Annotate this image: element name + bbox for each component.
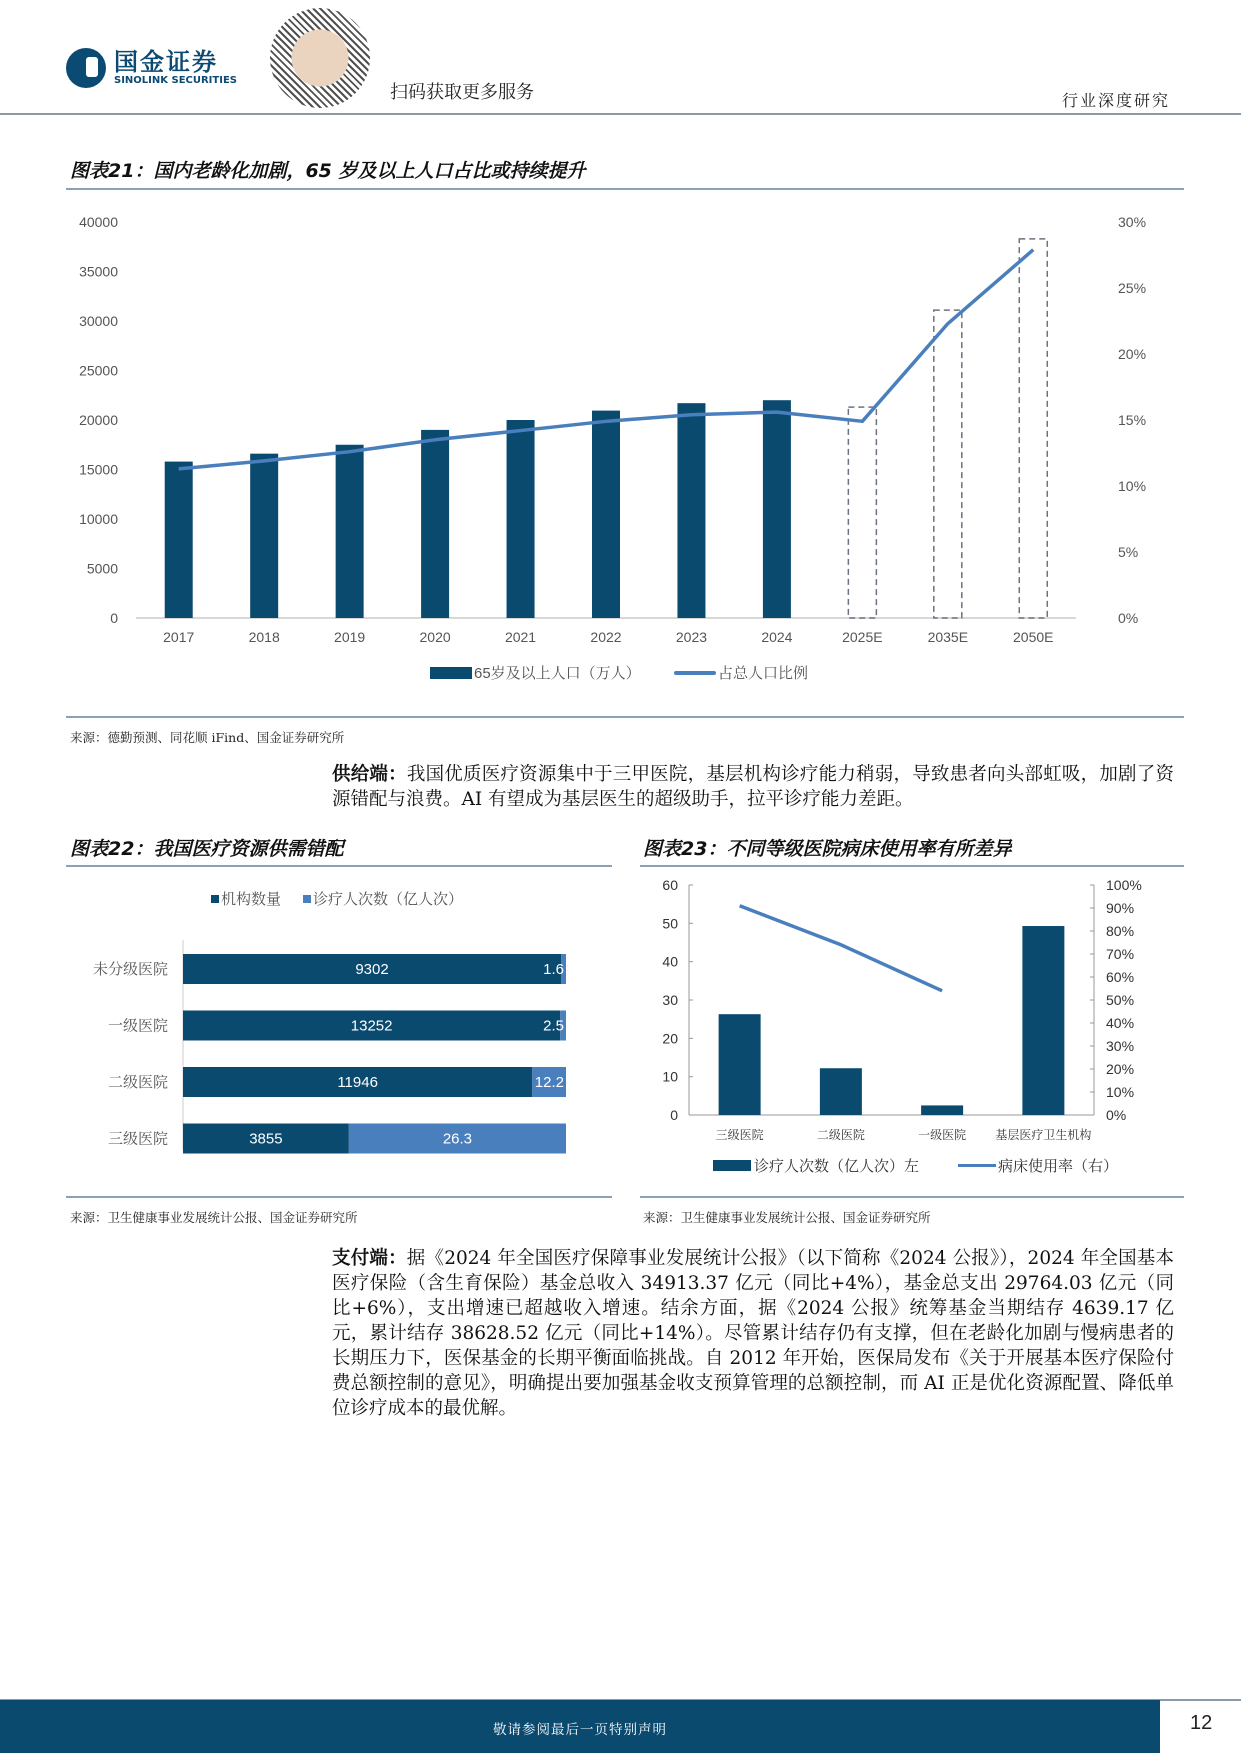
right-axis-tick: 30% (1118, 214, 1147, 230)
left-axis-tick: 40 (662, 953, 678, 970)
right-axis-tick: 100% (1106, 877, 1142, 893)
paragraph-supply-text: 我国优质医疗资源集中于三甲医院，基层机构诊疗能力稍弱，导致患者向头部虹吸，加剧了资源错配与浪费。AI 有望成为基层医生的超级助手，拉平诊疗能力差距。 (332, 764, 1174, 810)
count-value-label: 11946 (337, 1074, 378, 1091)
right-axis-tick: 25% (1118, 280, 1147, 296)
page-number: 12 (1190, 1712, 1213, 1734)
bar-2021 (507, 420, 535, 618)
figure21-bottom-rule (66, 716, 1184, 718)
report-type: 行业深度研究 (1062, 91, 1171, 110)
x-axis-tick: 2022 (590, 629, 622, 645)
visits-value-label: 2.5 (543, 1017, 564, 1035)
left-axis-tick: 10 (662, 1068, 678, 1085)
x-axis-tick: 二级医院 (816, 1128, 865, 1142)
qr-caption: 扫码获取更多服务 (390, 82, 534, 103)
right-axis-tick: 30% (1106, 1038, 1135, 1054)
right-axis-tick: 15% (1118, 412, 1147, 428)
left-axis-tick: 20 (662, 1030, 678, 1047)
x-axis-tick: 基层医疗卫生机构 (995, 1128, 1092, 1142)
logo-english-name: SINOLINK SECURITIES (114, 75, 237, 86)
x-axis-tick: 2025E (842, 629, 883, 645)
figure21-title: 图表21：国内老龄化加剧，65 岁及以上人口占比或持续提升 (70, 160, 586, 182)
x-axis-tick: 一级医院 (918, 1128, 967, 1142)
left-axis-tick: 30 (662, 992, 678, 1008)
count-value-label: 9302 (355, 961, 389, 978)
footer-disclaimer[interactable]: 敬请参阅最后一页特别声明 (493, 1722, 667, 1738)
bed-usage-line (740, 906, 943, 991)
x-axis-tick: 2021 (504, 629, 537, 645)
category-label: 二级医院 (107, 1074, 168, 1091)
paragraph-payment-text: 据《2024 年全国医疗保障事业发展统计公报》（以下简称《2024 公报》），2024 年全国基本医疗保险（含生育保险）基金总收入 34913.37 亿元（同比+4%），基金总支出 29764.03 亿元（同比+6%），支出增速已超越收入增速。结余方面，据《2024 公报》统筹基金当期结存 4639.17 亿元，累计结存 38628.52 亿元（同比+14%）。尽管累计结存仍有支撑，但在老龄化加剧与慢病患者的长期压力下，医保基金的长期平衡面临挑战。自 2012 年开始，医保局发布《关于开展基本医疗保险付费总额控制的意见》，明确提出要加强基金收支预算管理的总额控制，而 AI 正是优化资源配置、降低单位诊疗成本的最优解。 (332, 1248, 1174, 1419)
x-axis-tick: 2024 (761, 629, 793, 645)
left-axis-tick: 20000 (79, 412, 118, 428)
bar-2035E (934, 310, 962, 618)
bar-2 (921, 1105, 963, 1115)
figure22-bottom-rule (66, 1196, 612, 1198)
figure22-top-rule (66, 865, 612, 867)
left-axis-tick: 35000 (79, 263, 118, 280)
legend-bar-label: 65岁及以上人口（万人） (474, 665, 641, 682)
bar-2023 (677, 403, 705, 618)
left-axis-tick: 50 (662, 915, 678, 932)
figure22-source: 来源：卫生健康事业发展统计公报、国金证券研究所 (70, 1210, 358, 1225)
x-axis-tick: 2018 (248, 629, 280, 645)
legend-line-label: 占总人口比例 (718, 665, 809, 682)
legend-bar-swatch (430, 667, 472, 679)
x-axis-tick: 2019 (334, 629, 366, 645)
figure21-source: 来源：德勤预测、同花顺 iFind、国金证券研究所 (70, 730, 345, 745)
x-axis-tick: 2035E (927, 629, 969, 645)
figure23-bottom-rule (640, 1196, 1184, 1198)
bar-2018 (250, 454, 278, 618)
figure21-top-rule (66, 188, 1184, 190)
right-axis-tick: 20% (1106, 1061, 1135, 1077)
visits-value-label: 12.2 (534, 1074, 564, 1091)
bar-2022 (592, 411, 620, 618)
paragraph-supply-label: 供给端： (332, 764, 407, 785)
right-axis-tick: 0% (1106, 1107, 1127, 1123)
bar-3 (1022, 926, 1064, 1115)
legend-visits-label: 诊疗人次数（亿人次） (313, 891, 464, 908)
left-axis-tick: 30000 (79, 313, 118, 329)
left-axis-tick: 5000 (86, 560, 118, 577)
left-axis-tick: 0 (670, 1107, 678, 1123)
left-axis-tick: 40000 (79, 214, 118, 230)
bar-2025E (848, 407, 876, 618)
x-axis-tick: 2050E (1013, 629, 1054, 645)
legend-line-swatch (958, 1164, 996, 1167)
visits-value-label: 1.6 (543, 961, 564, 978)
legend-line-swatch (674, 671, 716, 675)
bar-1 (820, 1068, 862, 1115)
bar-2050E (1019, 239, 1047, 618)
figure21-chart (66, 200, 1184, 700)
figure23-top-rule (640, 865, 1184, 867)
bar-2020 (421, 430, 449, 618)
category-label: 三级医院 (107, 1130, 168, 1148)
legend-count-swatch (211, 895, 219, 903)
count-value-label: 13252 (350, 1017, 393, 1035)
logo-chinese-name: 国金证券 (114, 48, 218, 76)
category-label: 未分级医院 (92, 961, 168, 978)
bar-2019 (336, 445, 364, 618)
right-axis-tick: 0% (1118, 610, 1139, 626)
legend-line-label: 病床使用率（右） (998, 1158, 1119, 1175)
logo-mark-icon (66, 48, 106, 88)
right-axis-tick: 10% (1106, 1084, 1135, 1100)
x-axis-tick: 2017 (163, 629, 195, 645)
legend-count-label: 机构数量 (221, 891, 282, 908)
company-logo (66, 48, 237, 88)
figure23-source: 来源：卫生健康事业发展统计公报、国金证券研究所 (643, 1210, 931, 1225)
x-axis-tick: 2020 (419, 629, 451, 645)
left-axis-tick: 25000 (79, 362, 118, 379)
right-axis-tick: 60% (1106, 969, 1135, 985)
right-axis-tick: 80% (1106, 923, 1135, 939)
paragraph-payment-label: 支付端： (332, 1248, 407, 1269)
paragraph-payment (332, 1246, 1174, 1421)
qr-code-icon[interactable] (270, 8, 370, 108)
left-axis-tick: 0 (110, 610, 118, 626)
right-axis-tick: 10% (1118, 478, 1147, 494)
x-axis-tick: 三级医院 (715, 1128, 764, 1142)
x-axis-tick: 2023 (675, 629, 708, 645)
figure23-title: 图表23：不同等级医院病床使用率有所差异 (643, 838, 1012, 860)
right-axis-tick: 20% (1118, 346, 1147, 362)
figure22-title: 图表22：我国医疗资源供需错配 (70, 838, 344, 860)
visits-value-label: 26.3 (442, 1130, 473, 1148)
right-axis-tick: 90% (1106, 900, 1135, 916)
bar-2024 (763, 400, 791, 618)
right-axis-tick: 50% (1106, 992, 1135, 1008)
figure22-chart (66, 870, 612, 1190)
right-axis-tick: 70% (1106, 946, 1135, 962)
paragraph-supply (332, 762, 1174, 812)
right-axis-tick: 40% (1106, 1015, 1135, 1031)
bar-0 (719, 1014, 761, 1115)
right-axis-tick: 5% (1118, 544, 1139, 560)
left-axis-tick: 15000 (79, 461, 118, 478)
figure23-chart (640, 870, 1184, 1190)
bar-2017 (165, 462, 193, 618)
count-value-label: 3855 (249, 1130, 283, 1148)
legend-bar-label: 诊疗人次数（亿人次）左 (754, 1158, 920, 1175)
legend-visits-swatch (303, 895, 311, 903)
header-divider (0, 113, 1241, 115)
left-axis-tick: 60 (662, 877, 678, 893)
legend-bar-swatch (713, 1160, 751, 1171)
category-label: 一级医院 (107, 1017, 168, 1035)
left-axis-tick: 10000 (79, 511, 118, 527)
